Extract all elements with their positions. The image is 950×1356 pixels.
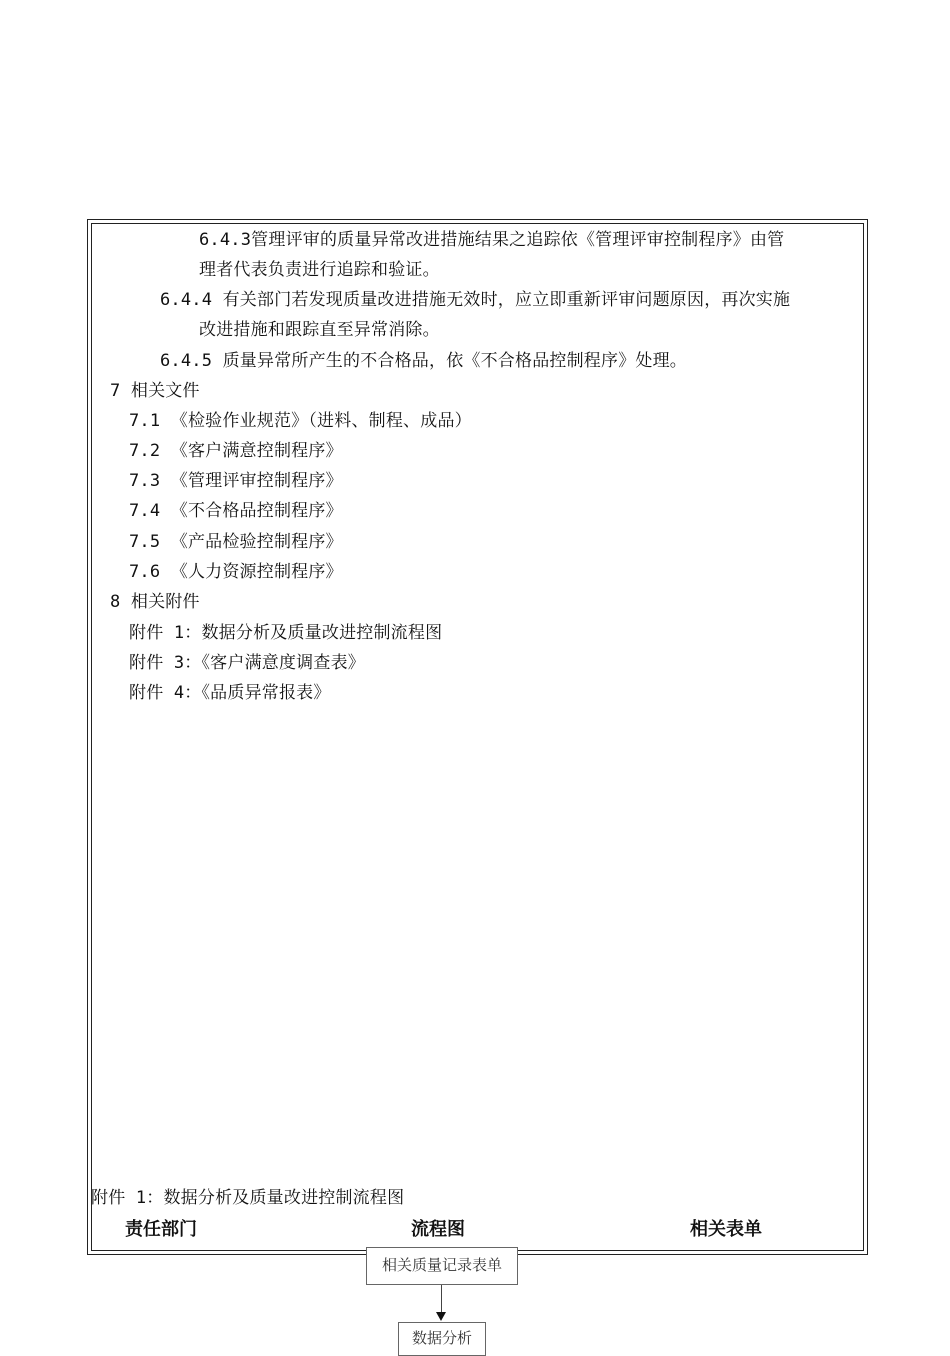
column-header-responsible: 责任部门: [125, 1219, 197, 1240]
column-header-forms: 相关表单: [690, 1219, 762, 1240]
list-item: 附件 3：《客户满意度调查表》: [129, 653, 365, 673]
flow-arrow-down-icon: [436, 1312, 446, 1321]
list-item: 附件 1：数据分析及质量改进控制流程图: [129, 623, 443, 643]
item-6-4-3-line1: 6.4.3管理评审的质量异常改进措施结果之追踪依《管理评审控制程序》由管: [199, 230, 785, 250]
flow-box-data-analysis: 数据分析: [398, 1322, 486, 1356]
list-item: 7.5 《产品检验控制程序》: [129, 532, 343, 552]
list-item: 7.1 《检验作业规范》（进料、制程、成品）: [129, 411, 472, 431]
list-item: 7.2 《客户满意控制程序》: [129, 441, 343, 461]
document-frame-inner: [91, 223, 864, 1251]
column-header-flowchart: 流程图: [411, 1219, 465, 1240]
list-item: 7.6 《人力资源控制程序》: [129, 562, 343, 582]
item-6-4-4-line2: 改进措施和跟踪直至异常消除。: [199, 320, 440, 340]
item-6-4-5: 6.4.5 质量异常所产生的不合格品，依《不合格品控制程序》处理。: [160, 351, 688, 371]
list-item: 附件 4：《品质异常报表》: [129, 683, 331, 703]
list-item: 7.4 《不合格品控制程序》: [129, 501, 343, 521]
flow-box-quality-records: 相关质量记录表单: [366, 1247, 518, 1285]
item-6-4-4-line1: 6.4.4 有关部门若发现质量改进措施无效时，应立即重新评审问题原因，再次实施: [160, 290, 791, 310]
flow-connector-line: [441, 1285, 442, 1312]
section-8-heading: 8 相关附件: [110, 592, 200, 612]
item-6-4-3-line2: 理者代表负责进行追踪和验证。: [199, 260, 440, 280]
list-item: 7.3 《管理评审控制程序》: [129, 471, 343, 491]
appendix-title: 附件 1：数据分析及质量改进控制流程图: [91, 1188, 405, 1208]
section-7-heading: 7 相关文件: [110, 381, 200, 401]
